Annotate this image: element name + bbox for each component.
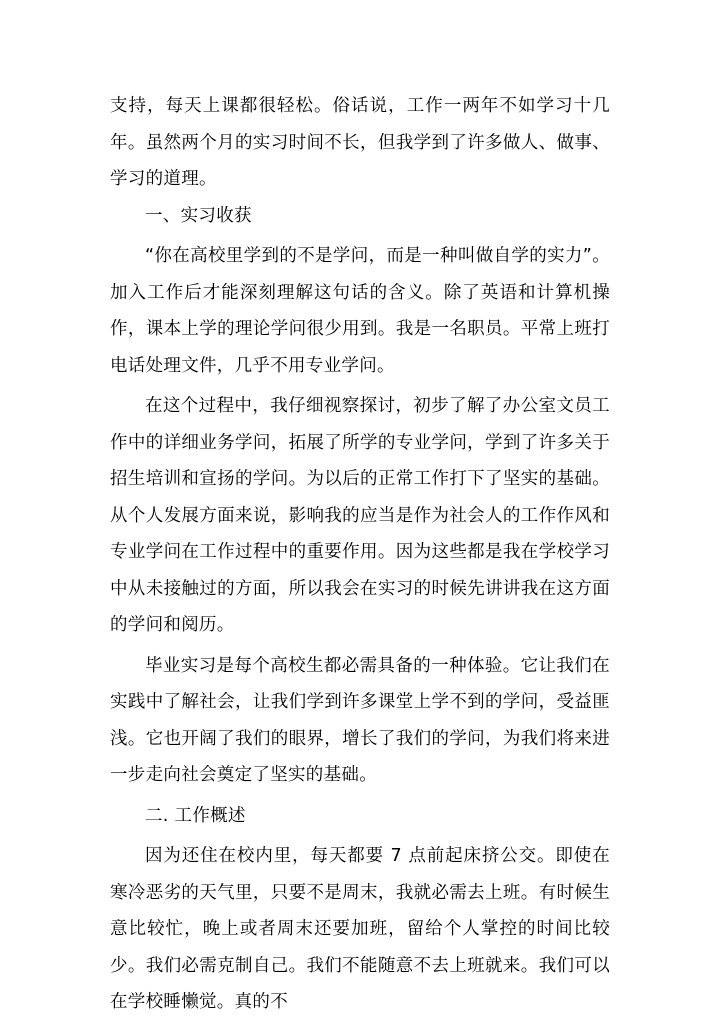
- section-heading-work-overview: 二. 工作概述: [145, 805, 246, 826]
- paragraph-self-learning: “你在高校里学到的不是学问，而是一种叫做自学的实力”。加入工作后才能深刻理解这句话的含义。除了英语和计算机操作，课本上学的理论学问很少用到。我是一名职员。平常上班打电话处理文件，几乎不用专业学问。: [110, 246, 610, 376]
- paragraph-process: 在这个过程中，我仔细视察探讨，初步了解了办公室文员工作中的详细业务学问，拓展了所学的专业学问，学到了许多关于招生培训和宣扬的学问。为以后的正常工作打下了坚实的基础。从个人发展方面来说，影响我的应当是作为社会人的工作作风和专业学问在工作过程中的重要作用。因为这些都是我在学校学习中从未接触过的方面，所以我会在实习的时候先讲讲我在这方面的学问和阅历。: [110, 396, 610, 635]
- paragraph-continuation: 支持，每天上课都很轻松。俗话说，工作一两年不如学习十几年。虽然两个月的实习时间不长，但我学到了许多做人、做事、学习的道理。: [110, 96, 610, 189]
- paragraph-daily-routine: 因为还住在校内里，每天都要 7 点前起床挤公交。即使在寒冷恶劣的天气里，只要不是周末，我就必需去上班。有时候生意比较忙，晚上或者周末还要加班，留给个人掌控的时间比较少。我们必需克制自己。我们不能随意不去上班就来。我们可以在学校睡懒觉。真的不: [110, 846, 610, 1012]
- paragraph-graduation-internship: 毕业实习是每个高校生都必需具备的一种体验。它让我们在实践中了解社会，让我们学到许多课堂上学不到的学问，受益匪浅。它也开阔了我们的眼界，增长了我们的学问，为我们将来进一步走向社会奠定了坚实的基础。: [110, 655, 610, 785]
- section-heading-internship-gains: 一、实习收获: [145, 205, 252, 226]
- document-body: [110, 88, 610, 1025]
